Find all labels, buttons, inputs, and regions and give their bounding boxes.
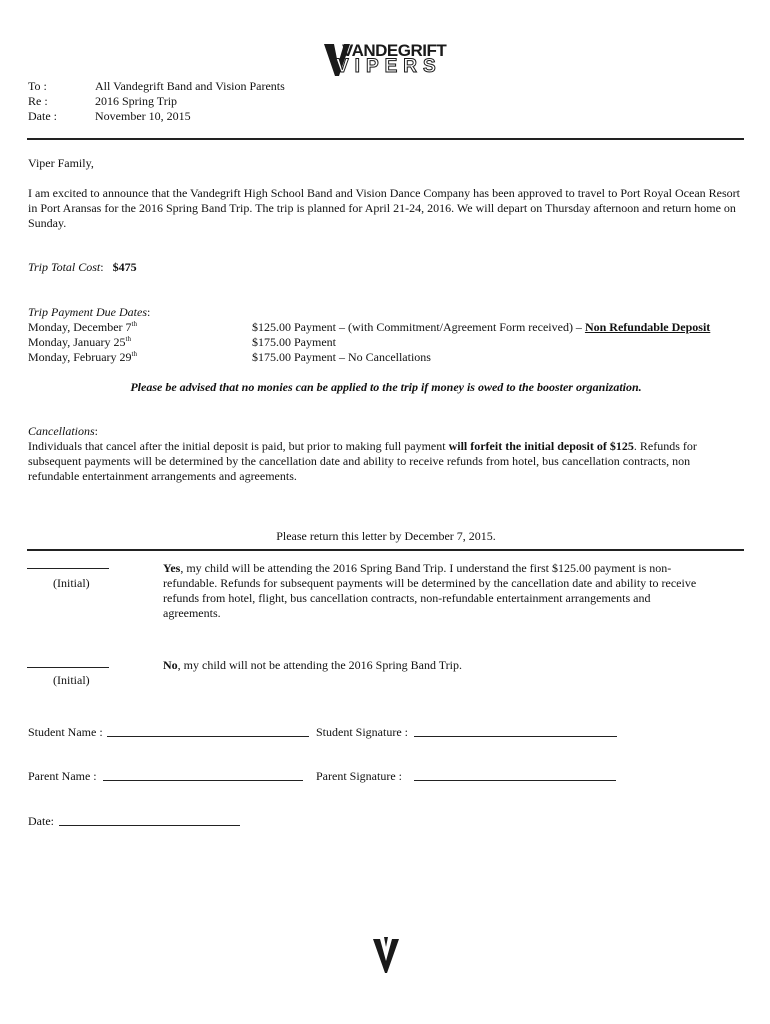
payment-date-1: Monday, December 7th [28,320,137,334]
yes-option-text: Yes, my child will be attending the 2016 Spring Band Trip. I understand the first $125.00 payment is non-refundable. Refunds for subsequent payments will be determined by the cancellation date and ability to receive refunds from hotel, flight, bus cancellation contracts, non-refundable entertainment arrangements and agreements. [163,561,697,620]
payment-desc-1: $125.00 Payment – (with Commitment/Agreement Form received) – Non Refundable Deposit [252,320,711,334]
vandegrift-vipers-logo [322,42,448,78]
payment-date-2: Monday, January 25th [28,335,131,349]
student-signature-label: Student Signature : [316,725,408,739]
logo-subtitle: VIPERS [336,56,442,77]
parent-name-label: Parent Name : [28,769,97,783]
parent-signature-field[interactable] [414,769,616,781]
payment-date-3: Monday, February 29th [28,350,137,364]
to-value: All Vandegrift Band and Vision Parents [95,79,285,93]
yes-initial-label: (Initial) [53,576,90,590]
trip-total-cost: Trip Total Cost: $475 [28,260,137,274]
to-label: To : [28,79,47,93]
parent-signature-label: Parent Signature : [316,769,402,783]
student-signature-field[interactable] [414,725,617,737]
header-divider [27,138,744,140]
date-value: November 10, 2015 [95,109,191,123]
form-divider [27,549,744,551]
date-field[interactable] [59,814,240,826]
cancellations-text: Individuals that cancel after the initial deposit is paid, but prior to making full payment will forfeit the initial deposit of $125. Refunds for subsequent payments will be determined by the cancellation date and ability to receive refunds from hotel, bus cancellation contracts, non refundable entertainment arrangements and agreements. [28,439,697,483]
non-refundable-deposit-label: Non Refundable Deposit [584,320,711,334]
salutation: Viper Family, [28,156,94,170]
payment-desc-3: $175.00 Payment – No Cancellations [252,350,431,364]
intro-paragraph: I am excited to announce that the Vandegrift High School Band and Vision Dance Company has been approved to travel to Port Royal Ocean Resort in Port Aransas for the 2016 Spring Band Trip. The trip is planned for April 21-24, 2016. We will depart on Thursday afternoon and return home on Sunday. [28,186,740,230]
parent-name-field[interactable] [103,769,303,781]
viper-v-footer-icon [370,935,402,975]
cancellations-heading: Cancellations: [28,424,99,438]
date-field-label: Date: [28,814,54,828]
return-note: Please return this letter by December 7, 2015. [276,529,496,543]
no-option-text: No, my child will not be attending the 2016 Spring Band Trip. [163,658,462,672]
cost-amount: $475 [112,260,137,274]
cost-label: Trip Total Cost [28,260,101,274]
date-label: Date : [28,109,57,123]
advisory-note: Please be advised that no monies can be applied to the trip if money is owed to the booster organization. [130,380,642,394]
yes-initial-field[interactable] [27,557,109,569]
re-value: 2016 Spring Trip [95,94,178,108]
payment-dates-heading: Trip Payment Due Dates: [28,305,151,319]
no-initial-field[interactable] [27,656,109,668]
payment-desc-2: $175.00 Payment [252,335,336,349]
no-initial-label: (Initial) [53,673,90,687]
re-label: Re : [28,94,48,108]
student-name-label: Student Name : [28,725,103,739]
student-name-field[interactable] [107,725,309,737]
logo-wordmark: VANDEGRIFT [342,41,447,60]
